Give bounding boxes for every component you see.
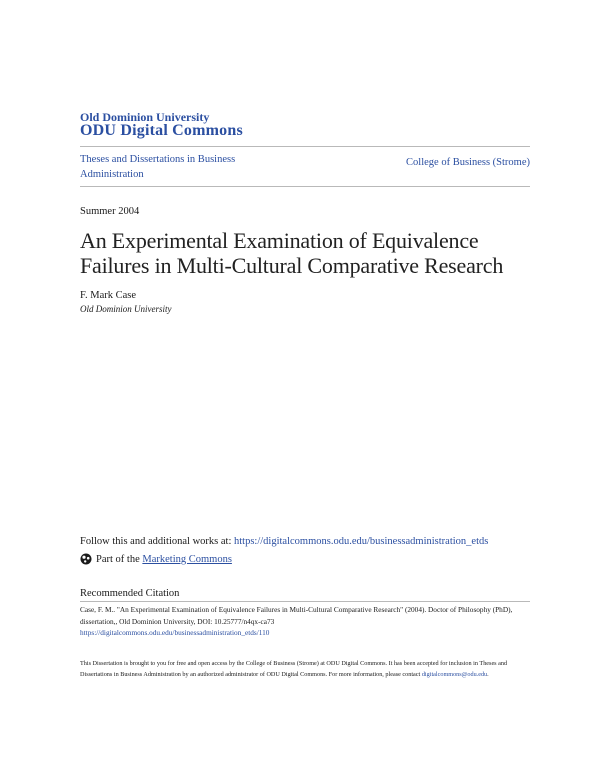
series-link[interactable]: Theses and Dissertations in Business Administration [80,154,236,180]
follow-url-link[interactable]: https://digitalcommons.odu.edu/businessadministration_etds [234,536,489,547]
citation-url-link[interactable]: https://digitalcommons.odu.edu/businessadministration_etds/110 [80,628,270,637]
contact-email-link[interactable]: digitalcommons@odu.edu [421,671,488,678]
network-icon [80,553,92,565]
citation-text: Case, F. M.. "An Experimental Examination of Equivalence Failures in Multi-Cultural Comparative Research" (2004). Doctor of Philosophy (PhD), dissertation,, Old Dominion University, DOI: 10.25777/n4qx-ca73 [80,605,513,626]
footer-text: This Dissertation is brought to you for free and open access by the College of Business (Strome) at ODU Digital Commons. It has been accepted for inclusion in Theses and Dissertations in Business Administration by an authorized administrator of ODU Digital Commons. For more information, please contact [80,660,508,678]
footer-notice [80,658,520,680]
author-name: F. Mark Case [80,290,137,301]
repository-name[interactable]: ODU Digital Commons [80,122,243,139]
divider-top [80,146,530,147]
follow-line [80,536,488,547]
follow-prefix: Follow this and additional works at: [80,536,232,547]
university-name[interactable]: Old Dominion University [80,110,210,124]
publication-date: Summer 2004 [80,206,140,217]
footer-end: . [487,671,489,678]
document-title: An Experimental Examination of Equivalence Failures in Multi-Cultural Comparative Research [80,228,504,278]
divider-bottom [80,186,530,187]
author-affiliation: Old Dominion University [80,304,172,314]
citation-heading: Recommended Citation [80,588,180,599]
college-link[interactable]: College of Business (Strome) [406,157,530,168]
marketing-commons-link[interactable]: Marketing Commons [142,553,232,565]
part-of-line [80,553,232,565]
part-of-prefix: Part of the [96,553,140,565]
citation-block [80,604,520,639]
divider-citation [80,601,530,602]
